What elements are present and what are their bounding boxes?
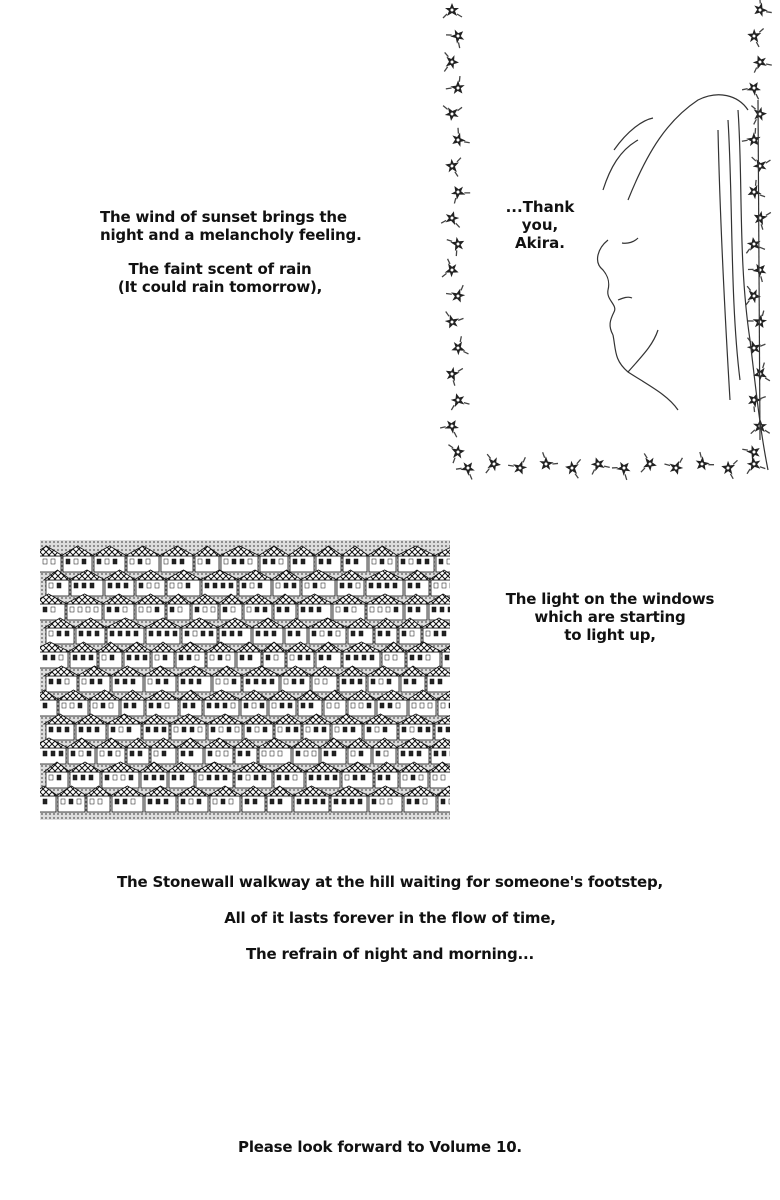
flower-ornament bbox=[745, 24, 765, 47]
flower-ornament bbox=[448, 336, 468, 359]
flower-ornament bbox=[748, 259, 772, 283]
flower-ornament bbox=[743, 388, 767, 412]
town-houses-illustration bbox=[40, 540, 450, 820]
flower-ornament bbox=[749, 156, 771, 175]
flower-ornament bbox=[748, 0, 771, 21]
flower-border bbox=[440, 0, 772, 481]
flower-ornament bbox=[446, 25, 470, 49]
flower-ornament bbox=[743, 180, 765, 204]
flower-ornament bbox=[742, 337, 765, 358]
flower-ornament bbox=[441, 105, 462, 122]
flower-ornament bbox=[640, 453, 659, 475]
speech-line: you, bbox=[521, 216, 559, 234]
flower-ornament bbox=[564, 457, 582, 478]
flower-ornament bbox=[587, 454, 610, 474]
flower-ornament bbox=[443, 3, 462, 18]
flower-ornament bbox=[446, 285, 469, 306]
flower-ornament bbox=[448, 442, 466, 464]
narration-top-line: The faint scent of rain bbox=[128, 260, 312, 278]
speech-line: ...Thank bbox=[505, 198, 575, 216]
flower-ornament bbox=[485, 454, 502, 475]
narration-bottom-line: All of it lasts forever in the flow of time, bbox=[224, 909, 556, 927]
speech-line: Akira. bbox=[515, 234, 565, 252]
narration-top-line: (It could rain tomorrow), bbox=[117, 278, 323, 296]
narration-bottom-line: The Stonewall walkway at the hill waiting for someone's footstep, bbox=[116, 873, 664, 891]
flower-ornament bbox=[750, 206, 772, 230]
flower-ornament bbox=[445, 76, 469, 100]
flower-ornament bbox=[664, 458, 686, 478]
flower-ornament bbox=[441, 209, 463, 229]
flower-ornament bbox=[508, 457, 531, 478]
narration-top-line: night and a melancholy feeling. bbox=[100, 226, 362, 244]
flower-ornament bbox=[441, 259, 462, 282]
narration-bottom bbox=[90, 873, 690, 981]
volume-teaser bbox=[180, 1138, 580, 1156]
girl-profile-illustration bbox=[598, 95, 768, 470]
flower-ornament bbox=[440, 415, 464, 438]
flower-ornament bbox=[447, 391, 469, 410]
flower-ornament bbox=[443, 52, 459, 72]
flower-ornament bbox=[612, 457, 636, 481]
flower-ornament bbox=[447, 127, 470, 151]
speech-bubble-text bbox=[505, 198, 575, 252]
flower-ornament bbox=[447, 181, 471, 204]
narration-top-line: The wind of sunset brings the bbox=[100, 208, 347, 226]
narration-windows-line: which are starting bbox=[534, 608, 686, 626]
narration-windows bbox=[505, 590, 715, 644]
flower-framed-panel bbox=[438, 0, 780, 486]
flower-ornament bbox=[744, 455, 766, 474]
flower-ornament bbox=[741, 128, 765, 152]
flower-ornament bbox=[751, 105, 767, 125]
volume-teaser-text: Please look forward to Volume 10. bbox=[238, 1138, 522, 1156]
flower-ornament bbox=[442, 362, 464, 386]
flower-ornament bbox=[443, 155, 462, 177]
flower-ornament bbox=[749, 52, 772, 73]
flower-ornament bbox=[534, 451, 558, 475]
flower-ornament bbox=[742, 77, 766, 100]
flower-ornament bbox=[447, 233, 469, 257]
narration-windows-line: to light up, bbox=[564, 626, 656, 644]
narration-windows-line: The light on the windows bbox=[505, 590, 715, 608]
houses bbox=[40, 546, 450, 812]
narration-bottom-line: The refrain of night and morning... bbox=[245, 945, 535, 963]
narration-top bbox=[100, 208, 362, 296]
flower-ornament bbox=[690, 451, 714, 475]
flower-ornament bbox=[440, 311, 463, 332]
flower-ornament bbox=[456, 457, 480, 480]
flower-ornament bbox=[719, 456, 739, 478]
flower-ornament bbox=[744, 236, 765, 254]
